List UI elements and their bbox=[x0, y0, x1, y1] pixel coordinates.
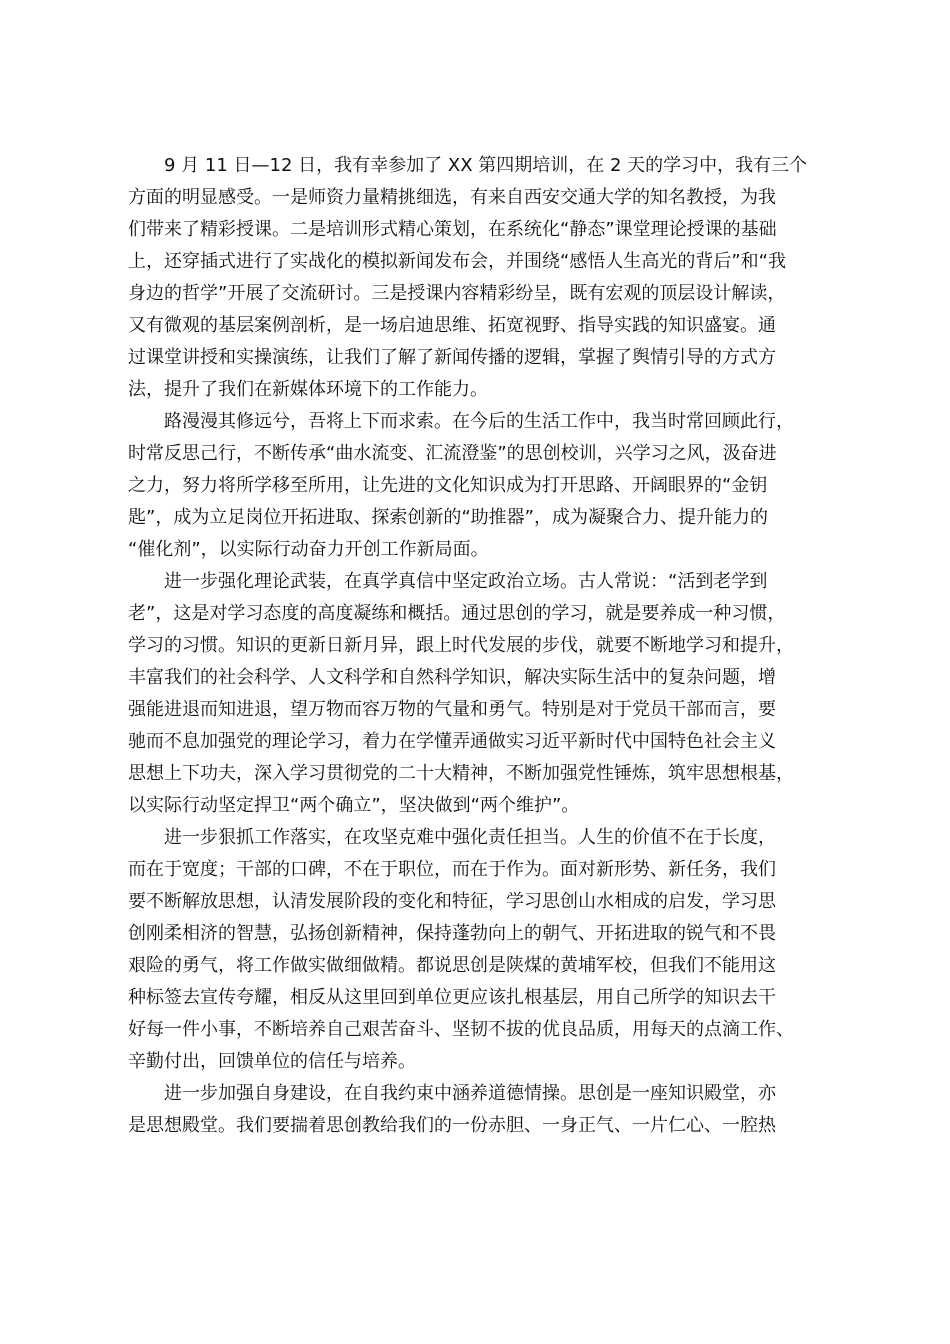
text-line: 法，提升了我们在新媒体环境下的工作能力。 bbox=[128, 379, 488, 400]
text-line: 时常反思己行，不断传承“曲水流变、汇流澄鉴”的思创校训，兴学习之风，汲奋进 bbox=[128, 443, 777, 464]
text-line: 匙”，成为立足岗位开拓进取、探索创新的“助推器”，成为凝聚合力、提升能力的 bbox=[128, 507, 768, 528]
text-line: 以实际行动坚定捍卫“两个确立”，坚决做到“两个维护”。 bbox=[128, 795, 580, 816]
text-line: 丰富我们的社会科学、人文科学和自然科学知识，解决实际生活中的复杂问题，增 bbox=[128, 667, 776, 688]
text-line: 老”，这是对学习态度的高度凝练和概括。通过思创的学习，就是要养成一种习惯， bbox=[128, 603, 786, 624]
text-line: 种标签去宣传夸耀，相反从这里回到单位更应该扎根基层，用自己所学的知识去干 bbox=[128, 987, 776, 1008]
document-body bbox=[128, 150, 830, 1142]
text-line: 进一步强化理论武装，在真学真信中坚定政治立场。古人常说：“活到老学到 bbox=[164, 571, 768, 592]
text-line: 艰险的勇气，将工作做实做细做精。都说思创是陕煤的黄埔军校，但我们不能用这 bbox=[128, 955, 776, 976]
text-line: 思想上下功夫，深入学习贯彻党的二十大精神，不断加强党性锤炼，筑牢思想根基， bbox=[128, 763, 794, 784]
text-line: “催化剂”，以实际行动奋力开创工作新局面。 bbox=[128, 539, 489, 560]
text-line: 辛勤付出，回馈单位的信任与培养。 bbox=[128, 1051, 416, 1072]
text-line: 路漫漫其修远兮，吾将上下而求索。在今后的生活工作中，我当时常回顾此行， bbox=[164, 411, 794, 432]
text-line: 上，还穿插式进行了实战化的模拟新闻发布会，并围绕“感悟人生高光的背后”和“我 bbox=[128, 251, 786, 272]
text-line: 而在于宽度；干部的口碑，不在于职位，而在于作为。面对新形势、新任务，我们 bbox=[128, 859, 776, 880]
text-line: 要不断解放思想，认清发展阶段的变化和特征，学习思创山水相成的启发，学习思 bbox=[128, 891, 776, 912]
text-line: 学习的习惯。知识的更新日新月异，跟上时代发展的步伐，就要不断地学习和提升， bbox=[128, 635, 794, 656]
text-line: 身边的哲学”开展了交流研讨。三是授课内容精彩纷呈，既有宏观的顶层设计解读， bbox=[128, 283, 786, 304]
text-line: 9 月 11 日—12 日，我有幸参加了 XX 第四期培训，在 2 天的学习中，我有三个 bbox=[164, 155, 808, 176]
text-line: 之力，努力将所学移至所用，让先进的文化知识成为打开思路、开阔眼界的“金钥 bbox=[128, 475, 768, 496]
text-line: 创刚柔相济的智慧，弘扬创新精神，保持蓬勃向上的朝气、开拓进取的锐气和不畏 bbox=[128, 923, 776, 944]
text-line: 强能进退而知进退，望万物而容万物的气量和勇气。特别是对于党员干部而言，要 bbox=[128, 699, 776, 720]
text-line: 进一步加强自身建设，在自我约束中涵养道德情操。思创是一座知识殿堂，亦 bbox=[164, 1083, 776, 1104]
text-line: 进一步狠抓工作落实，在攻坚克难中强化责任担当。人生的价值不在于长度， bbox=[164, 827, 776, 848]
text-line: 好每一件小事，不断培养自己艰苦奋斗、坚韧不拔的优良品质，用每天的点滴工作、 bbox=[128, 1019, 794, 1040]
text-line: 驰而不息加强党的理论学习，着力在学懂弄通做实习近平新时代中国特色社会主义 bbox=[128, 731, 776, 752]
text-line: 是思想殿堂。我们要揣着思创教给我们的一份赤胆、一身正气、一片仁心、一腔热 bbox=[128, 1115, 776, 1136]
text-line: 又有微观的基层案例剖析，是一场启迪思维、拓宽视野、指导实践的知识盛宴。通 bbox=[128, 315, 776, 336]
text-line: 过课堂讲授和实操演练，让我们了解了新闻传播的逻辑，掌握了舆情引导的方式方 bbox=[128, 347, 776, 368]
text-line: 方面的明显感受。一是师资力量精挑细选，有来自西安交通大学的知名教授，为我 bbox=[128, 187, 776, 208]
text-line: 们带来了精彩授课。二是培训形式精心策划，在系统化“静态”课堂理论授课的基础 bbox=[128, 219, 777, 240]
